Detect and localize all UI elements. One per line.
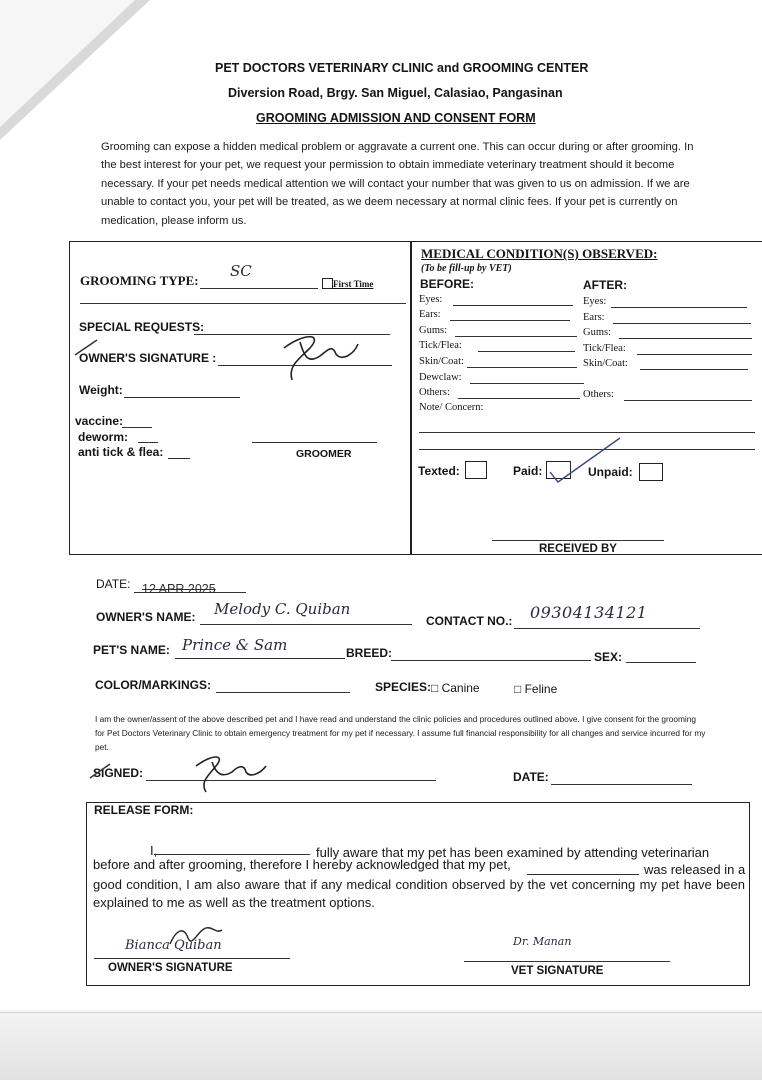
after-field-label: Eyes: [583,296,607,307]
vaccine-label: vaccine: [75,414,124,428]
note-line-1[interactable] [419,432,755,433]
groomer-signature-line[interactable] [252,442,377,443]
texted-label: Texted: [418,464,460,478]
after-field-label: Gums: [583,327,612,338]
first-time-label: First Time [333,279,374,289]
after-field-label: Skin/Coat: [583,358,628,369]
sheet-edge [0,1012,762,1013]
form-title: GROOMING ADMISSION AND CONSENT FORM [256,111,536,125]
special-requests-label: SPECIAL REQUESTS: [79,320,205,334]
pet-name-label: PET'S NAME: [93,643,170,657]
release-owner-name-field[interactable] [154,854,310,855]
scan-bottom-band [0,1010,762,1080]
before-field-label: Eyes: [419,294,443,305]
before-field-line[interactable] [470,383,584,384]
before-field-line[interactable] [478,351,575,352]
pet-name-field[interactable] [175,658,345,659]
vet-signature-name: Dr. Manan [513,935,572,948]
owner-signature-release-line[interactable] [94,958,290,959]
first-time-checkbox[interactable] [322,278,333,289]
grooming-type-field[interactable] [200,288,318,289]
before-field-line[interactable] [467,367,577,368]
signed-date-label: DATE: [513,770,549,784]
anti-tick-field[interactable] [168,458,190,459]
release-line2-end: was released in a [644,862,746,877]
before-field-label: Tick/Flea: [419,340,462,351]
signed-signature-scribble [88,748,288,796]
deworm-field[interactable] [138,442,158,443]
release-owner-signature-flourish [166,922,226,950]
unpaid-label: Unpaid: [588,465,633,479]
release-paragraph: good condition, I am also aware that if any medical condition observed by the vet concerning my pet have been explained to me as well as the treatment options. [93,877,745,910]
after-field-label: Others: [583,389,614,400]
medical-title: MEDICAL CONDITION(S) OBSERVED: [421,246,658,261]
groomer-label: GROOMER [296,448,352,460]
weight-field[interactable] [124,397,240,398]
received-by-label: RECEIVED BY [539,543,617,555]
contact-field[interactable] [514,628,700,629]
signed-date-field[interactable] [551,784,692,785]
vaccine-field[interactable] [122,427,152,428]
release-line1-end: fully aware that my pet has been examined by attending veterinarian [316,845,710,860]
canine-option[interactable]: □ Canine [431,681,480,695]
contact-label: CONTACT NO.: [426,614,513,628]
feline-option[interactable]: □ Feline [514,682,558,696]
before-field-line[interactable] [455,336,577,337]
grooming-type-label: GROOMING TYPE: [80,273,199,288]
vet-signature-line[interactable] [464,961,670,962]
release-title: RELEASE FORM: [94,803,194,817]
contact-value: 09304134121 [530,603,648,622]
release-owner-signature-label: OWNER'S SIGNATURE [108,962,233,974]
date-value: 12 APR 2025 [142,582,216,596]
sex-label: SEX: [594,650,623,664]
owner-name-label: OWNER'S NAME: [96,610,196,624]
table-divider [410,241,412,555]
grooming-type-value: SC [230,262,252,280]
grooming-type-extra-line [80,303,406,304]
pet-name-value: Prince & Sam [182,636,288,654]
owner-name-field[interactable] [200,624,412,625]
after-field-line[interactable] [613,323,751,324]
after-field-line[interactable] [637,354,752,355]
color-markings-label: COLOR/MARKINGS: [95,678,211,692]
breed-label: BREED: [346,646,393,660]
release-line2-start: before and after grooming, therefore I hereby acknowledged that my pet, [93,857,511,872]
before-field-line[interactable] [453,305,573,306]
before-field-line[interactable] [458,398,580,399]
before-label: BEFORE: [420,277,474,291]
intro-paragraph: Grooming can expose a hidden medical problem or aggravate a current one. This can occur during or after grooming. In the best interest for your pet, we request your permission to obtain immediate veterinary treatment should it become necessary. If your pet needs medical attention we will contact your number that was given to us on admission. If we are unable to contact you, your pet will be treated, as we deem necessary at normal clinic fees. If your pet is currently on medication, please inform us. [101,141,694,227]
date-label: DATE: [96,577,131,591]
before-field-label: Gums: [419,325,448,336]
before-field-label: Ears: [419,309,441,320]
species-label: SPECIES: [375,680,432,694]
before-field-label: Dewclaw: [419,372,462,383]
color-markings-field[interactable] [216,692,350,693]
after-field-line[interactable] [611,307,747,308]
consent-text: I am the owner/assent of the above described pet and I have read and understand the clinic policies and procedures outlined above. I give consent for the grooming for Pet Doctors Veterinary Clinic to obtain emergency treatment for my pet if necessary. I assume full financial responsibility for all changes and service incurred for my pet. [95,714,706,752]
vet-signature-label: VET SIGNATURE [511,965,604,977]
texted-checkbox[interactable] [465,461,487,479]
medical-subtitle: (To be fill-up by VET) [421,263,512,274]
release-owner-signature: Bianca Quiban [125,938,222,953]
before-field-label: Skin/Coat: [419,356,464,367]
before-field-line[interactable] [450,320,570,321]
after-field-label: Ears: [583,312,605,323]
release-pet-name-field[interactable] [527,874,639,875]
received-by-line[interactable] [492,540,664,541]
after-field-line[interactable] [619,338,752,339]
sex-field[interactable] [626,662,696,663]
signed-label: SIGNED: [93,766,144,780]
anti-tick-label: anti tick & flea: [78,445,164,459]
breed-field[interactable] [391,660,591,661]
owner-name-value: Melody C. Quiban [214,600,351,618]
clinic-address: Diversion Road, Brgy. San Miguel, Calasiao, Pangasinan [228,86,563,100]
before-field-label: Others: [419,387,450,398]
after-field-line[interactable] [624,400,752,401]
owner-signature-scribble [72,330,362,385]
folded-page-corner-inner [0,0,135,127]
before-field-label: Note/ Concern: [419,402,484,413]
owner-signature-label: OWNER'S SIGNATURE : [79,351,217,365]
weight-label: Weight: [79,383,123,397]
paid-label: Paid: [513,464,543,478]
after-label: AFTER: [583,278,627,292]
after-field-line[interactable] [640,369,748,370]
release-line1-start: I, [150,843,158,858]
after-field-label: Tick/Flea: [583,343,626,354]
unpaid-checkbox[interactable] [639,463,663,481]
clinic-name: PET DOCTORS VETERINARY CLINIC and GROOMING CENTER [215,61,589,75]
deworm-label: deworm: [78,430,129,444]
